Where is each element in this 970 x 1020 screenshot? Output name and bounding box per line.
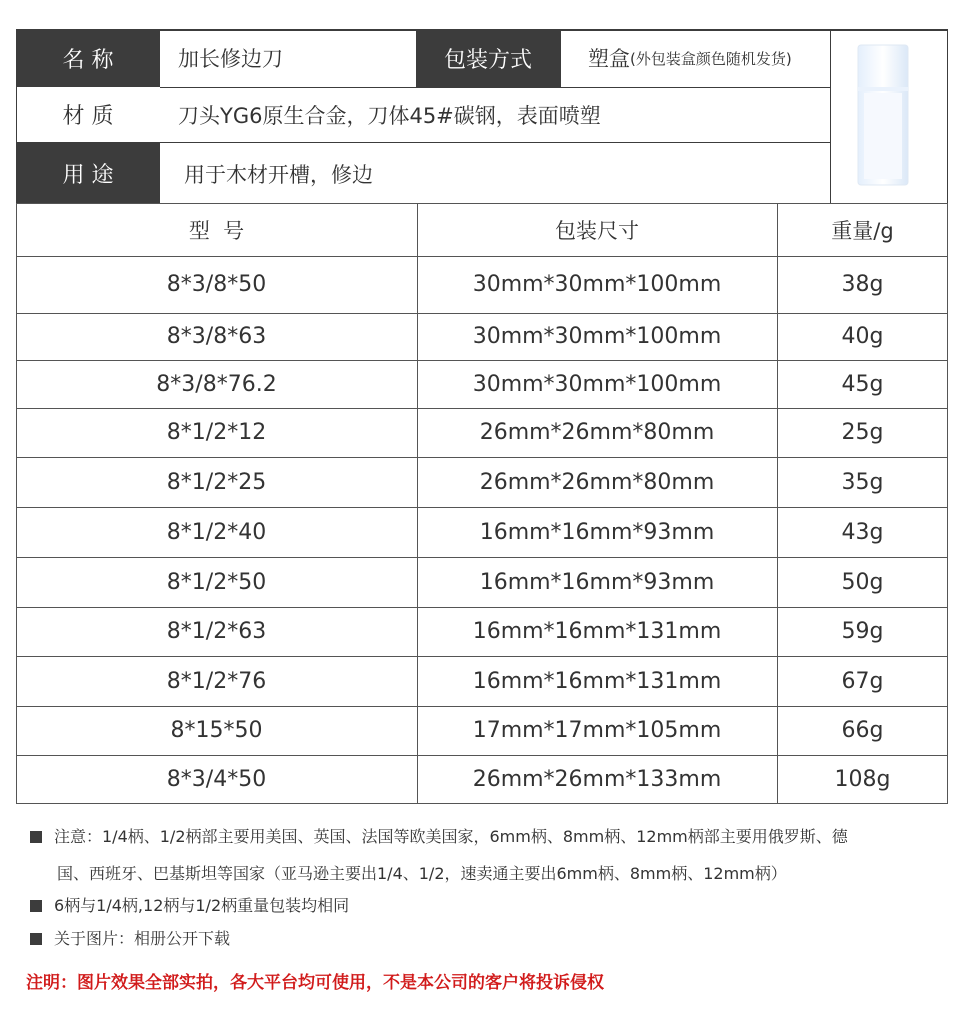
note-shank-usage bbox=[30, 827, 848, 847]
bullet-square-icon bbox=[30, 933, 42, 945]
cell-package-size: 16mm*16mm*93mm bbox=[479, 569, 715, 595]
table-line bbox=[417, 203, 418, 804]
cell-model: 8*3/8*63 bbox=[166, 324, 267, 349]
cell-weight: 67g bbox=[841, 668, 884, 694]
cell-package-size: 16mm*16mm*131mm bbox=[472, 619, 722, 644]
note-weight bbox=[30, 896, 349, 916]
cell-weight: 45g bbox=[841, 371, 884, 397]
table-line bbox=[947, 203, 948, 804]
cell-model: 8*1/2*25 bbox=[166, 469, 267, 495]
material-label: 材 质 bbox=[16, 87, 160, 142]
table-line bbox=[16, 607, 948, 608]
table-row bbox=[16, 360, 948, 408]
note-images bbox=[30, 929, 230, 949]
cell-weight: 50g bbox=[841, 569, 884, 595]
info-row-divider bbox=[160, 87, 830, 88]
cell-weight: 59g bbox=[841, 619, 884, 644]
info-image-divider bbox=[830, 29, 831, 204]
table-row bbox=[16, 557, 948, 607]
table-row bbox=[16, 457, 948, 507]
table-header-row bbox=[16, 203, 948, 256]
info-col-divider bbox=[560, 29, 561, 87]
table-line bbox=[16, 313, 948, 314]
header-model: 型 号 bbox=[188, 218, 245, 243]
cell-model: 8*1/2*50 bbox=[166, 569, 267, 595]
cell-package-size: 30mm*30mm*100mm bbox=[472, 272, 722, 297]
usage-label: 用 途 bbox=[16, 143, 160, 204]
table-row bbox=[16, 755, 948, 804]
table-line bbox=[16, 360, 948, 361]
table-row bbox=[16, 706, 948, 755]
name-value: 加长修边刀 bbox=[160, 29, 416, 87]
bullet-square-icon bbox=[30, 831, 42, 843]
table-line bbox=[16, 755, 948, 756]
table-line bbox=[16, 203, 17, 804]
product-box-image bbox=[856, 43, 910, 187]
cell-model: 8*1/2*40 bbox=[166, 519, 267, 545]
info-col-divider bbox=[416, 29, 417, 87]
table-row bbox=[16, 507, 948, 557]
cell-model: 8*3/4*50 bbox=[166, 767, 267, 792]
header-package-size: 包装尺寸 bbox=[555, 218, 639, 243]
table-line bbox=[777, 203, 778, 804]
table-line bbox=[16, 706, 948, 707]
table-line bbox=[16, 656, 948, 657]
pack-label: 包装方式 bbox=[416, 29, 560, 87]
cell-package-size: 26mm*26mm*133mm bbox=[472, 767, 722, 792]
table-line bbox=[16, 557, 948, 558]
cell-weight: 25g bbox=[841, 420, 884, 445]
note-shank-usage-continued: 国、西班牙、巴基斯坦等国家（亚马逊主要出1/4、1/2，速卖通主要出6mm柄、8mm柄、12mm柄） bbox=[57, 864, 787, 883]
table-line bbox=[16, 408, 948, 409]
name-label: 名 称 bbox=[16, 29, 160, 87]
table-line bbox=[16, 803, 948, 804]
usage-value: 用于木材开槽，修边 bbox=[160, 143, 830, 204]
cell-weight: 108g bbox=[834, 767, 891, 792]
table-line bbox=[16, 457, 948, 458]
material-value: 刀头YG6原生合金，刀体45#碳钢，表面喷塑 bbox=[160, 87, 830, 142]
cell-package-size: 26mm*26mm*80mm bbox=[479, 420, 715, 445]
table-row bbox=[16, 656, 948, 706]
note-text: 6柄与1/4柄,12柄与1/2柄重量包装均相同 bbox=[54, 896, 350, 915]
cell-model: 8*3/8*50 bbox=[166, 272, 267, 297]
bullet-square-icon bbox=[30, 900, 42, 912]
product-info-block bbox=[16, 29, 948, 204]
pack-value-note: (外包装盒颜色随机发货) bbox=[630, 49, 792, 68]
pack-value bbox=[560, 29, 830, 87]
cell-weight: 35g bbox=[841, 469, 884, 495]
cell-model: 8*3/8*76.2 bbox=[156, 371, 277, 397]
info-row-divider bbox=[16, 142, 830, 143]
cell-weight: 66g bbox=[841, 718, 884, 743]
note-text: 关于图片：相册公开下载 bbox=[54, 929, 231, 948]
pack-value-main: 塑盒 bbox=[588, 47, 630, 71]
info-left-border bbox=[16, 29, 17, 204]
spec-table bbox=[16, 203, 948, 804]
table-line bbox=[16, 256, 948, 257]
header-weight: 重量/g bbox=[831, 218, 894, 243]
table-row bbox=[16, 256, 948, 313]
table-row bbox=[16, 313, 948, 360]
copyright-warning: 注明：图片效果全部实拍，各大平台均可使用，不是本公司的客户将投诉侵权 bbox=[26, 973, 604, 993]
table-line bbox=[16, 507, 948, 508]
cell-package-size: 17mm*17mm*105mm bbox=[472, 718, 722, 743]
table-row bbox=[16, 408, 948, 457]
cell-package-size: 30mm*30mm*100mm bbox=[472, 324, 722, 349]
note-text: 注意：1/4柄、1/2柄部主要用美国、英国、法国等欧美国家，6mm柄、8mm柄、12mm柄部主要用俄罗斯、德 bbox=[54, 827, 848, 846]
cell-package-size: 30mm*30mm*100mm bbox=[472, 371, 722, 397]
cell-model: 8*1/2*63 bbox=[166, 619, 267, 644]
table-row bbox=[16, 607, 948, 656]
cell-model: 8*1/2*76 bbox=[166, 668, 267, 694]
cell-package-size: 16mm*16mm*93mm bbox=[479, 519, 715, 545]
cell-weight: 43g bbox=[841, 519, 884, 545]
info-right-border bbox=[947, 29, 948, 204]
cell-weight: 38g bbox=[841, 272, 884, 297]
info-top-border bbox=[16, 29, 948, 31]
cell-weight: 40g bbox=[841, 324, 884, 349]
table-line bbox=[16, 203, 948, 204]
cell-model: 8*1/2*12 bbox=[166, 420, 267, 445]
cell-model: 8*15*50 bbox=[170, 718, 263, 743]
cell-package-size: 26mm*26mm*80mm bbox=[479, 469, 715, 495]
cell-package-size: 16mm*16mm*131mm bbox=[472, 668, 722, 694]
